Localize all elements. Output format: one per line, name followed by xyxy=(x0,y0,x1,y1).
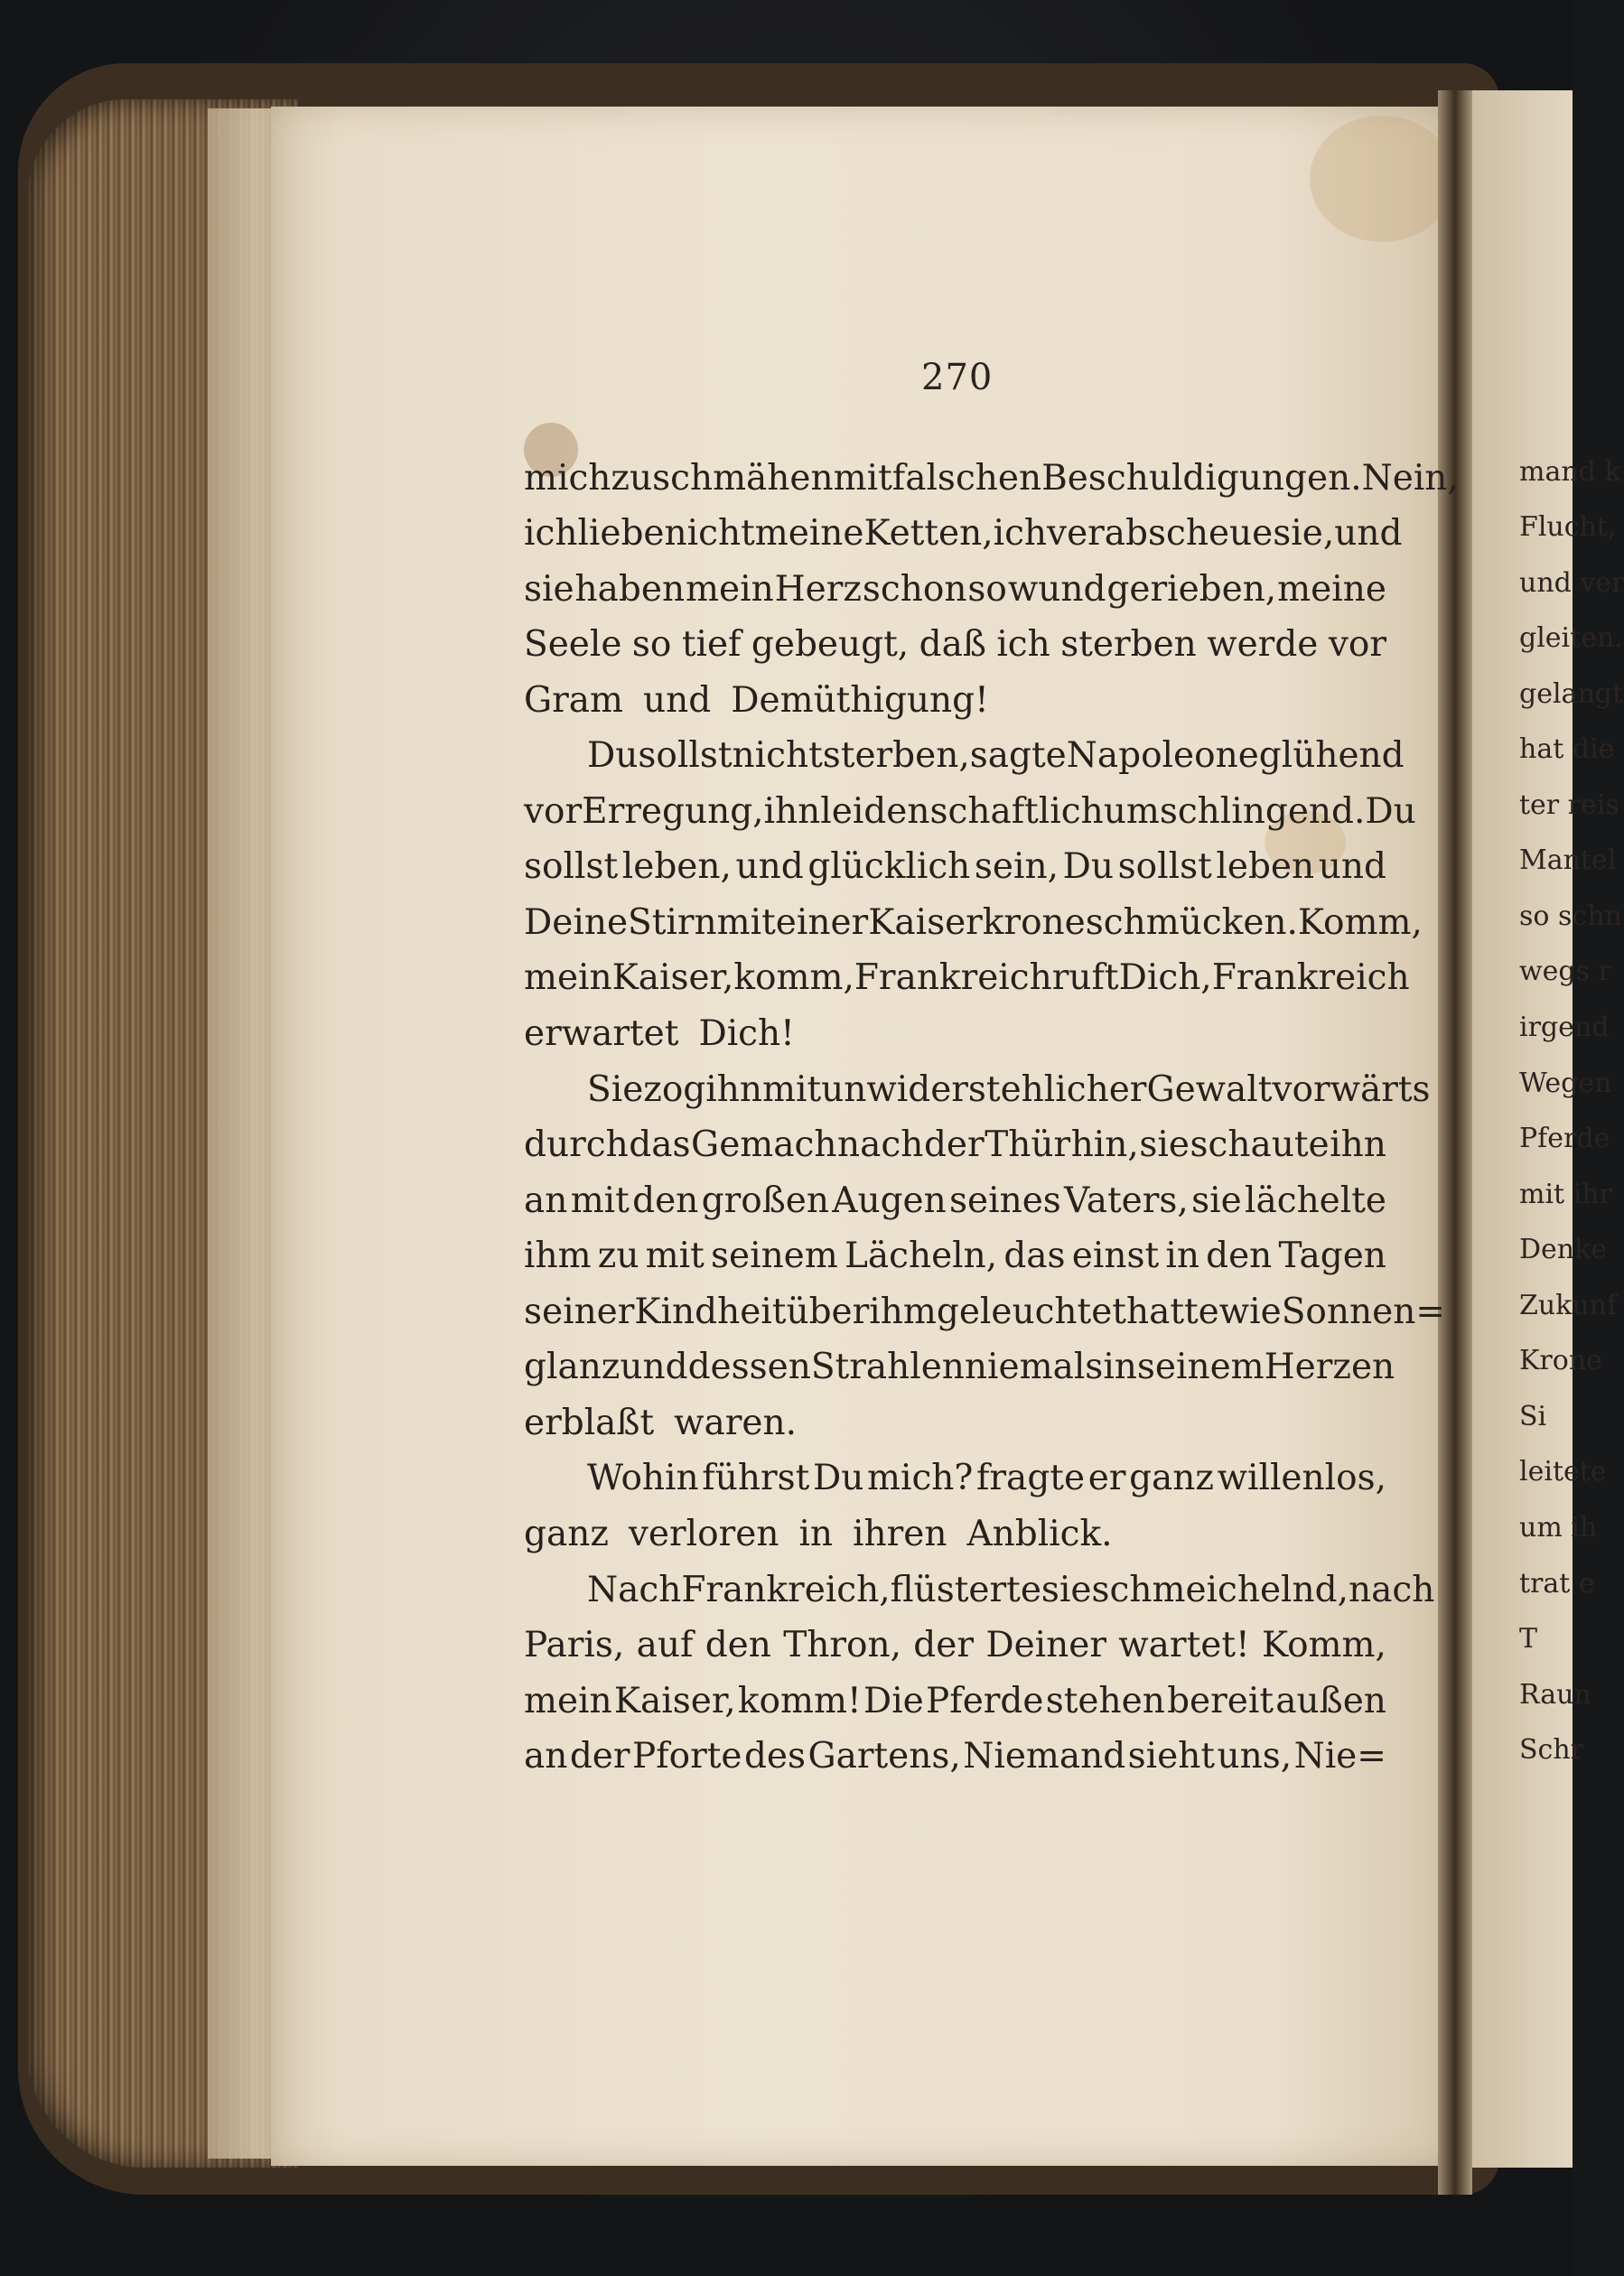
word: sein, xyxy=(974,846,1059,887)
word: sie, xyxy=(1273,513,1335,554)
word: mit xyxy=(645,1236,705,1276)
word: Lächeln, xyxy=(844,1236,998,1276)
word: Sie xyxy=(587,1069,644,1110)
word: Erregung, xyxy=(582,791,764,832)
word: Du xyxy=(812,1458,864,1498)
word: über xyxy=(786,1292,870,1332)
word: sollst xyxy=(1117,846,1212,887)
word: vorwärts xyxy=(1272,1069,1431,1110)
word: so xyxy=(631,624,672,665)
word: Nein, xyxy=(1361,458,1459,499)
word: Augen xyxy=(832,1180,947,1221)
word: gerieben, xyxy=(1106,569,1277,610)
facing-page-line: mit ihr xyxy=(1519,1179,1612,1210)
facing-page-line: so schn xyxy=(1519,900,1622,932)
word: hatte xyxy=(1125,1292,1219,1332)
word: Nach xyxy=(587,1570,682,1610)
word: werde xyxy=(1207,624,1319,665)
word: bereit xyxy=(1167,1681,1274,1721)
word: nach xyxy=(837,1124,924,1165)
word: Sonnen= xyxy=(1281,1292,1446,1332)
word: ihren xyxy=(853,1514,947,1554)
facing-page-line: gleiten. xyxy=(1519,622,1623,654)
word: wartet! xyxy=(1118,1625,1250,1665)
word: mein xyxy=(524,1681,612,1721)
word: einst xyxy=(1071,1236,1160,1276)
word: sollst xyxy=(524,846,619,887)
word: waren. xyxy=(674,1403,798,1443)
facing-page-line: Pferde xyxy=(1519,1123,1610,1154)
word: haben xyxy=(574,569,686,610)
text-line xyxy=(524,1290,1446,1335)
word: mein xyxy=(524,957,612,998)
text-line xyxy=(587,733,1405,779)
word: Deiner xyxy=(985,1625,1106,1665)
word: der xyxy=(923,1124,985,1165)
word: Dich, xyxy=(1118,957,1212,998)
word: Gewalt xyxy=(1146,1069,1273,1110)
word: seiner xyxy=(524,1292,635,1332)
word: Dich! xyxy=(698,1013,795,1054)
text-line xyxy=(524,567,1386,612)
text-line xyxy=(524,1234,1386,1279)
word: Deine xyxy=(524,902,629,943)
word: gebeugt, xyxy=(751,624,910,665)
word: komm, xyxy=(733,957,854,998)
facing-page xyxy=(1472,90,1624,2168)
word: umschlingend. xyxy=(1103,791,1366,832)
text-line xyxy=(524,678,1386,723)
text-line xyxy=(524,622,1386,667)
word: er xyxy=(1087,1458,1126,1498)
word: Gartens, xyxy=(807,1736,961,1777)
word: Du xyxy=(1365,791,1416,832)
facing-page-line: trat e xyxy=(1519,1568,1595,1600)
facing-page-line: irgend xyxy=(1519,1012,1610,1043)
word: Frankreich xyxy=(854,957,1052,998)
word: das xyxy=(1003,1236,1066,1276)
word: leben xyxy=(1216,846,1315,887)
paper-stain xyxy=(1310,116,1454,242)
word: ganz xyxy=(524,1514,609,1554)
word: Tagen xyxy=(1278,1236,1386,1276)
facing-page-line: Zukunf xyxy=(1519,1290,1618,1321)
page-number: 270 xyxy=(921,357,994,398)
word: schon xyxy=(862,569,967,610)
word: Anblick. xyxy=(966,1514,1113,1554)
word: ruft xyxy=(1051,957,1119,998)
word: verloren xyxy=(628,1514,779,1554)
facing-page-line: Wegen xyxy=(1519,1068,1612,1099)
word: lächelte xyxy=(1245,1180,1386,1221)
word: und xyxy=(620,1347,688,1387)
word: das xyxy=(629,1124,691,1165)
word: geleuchtet xyxy=(936,1292,1126,1332)
word: einer xyxy=(775,902,869,943)
word: führst xyxy=(702,1458,810,1498)
facing-page-line: Schr xyxy=(1519,1734,1584,1766)
word: niemals xyxy=(964,1347,1104,1387)
text-line xyxy=(524,956,1410,1001)
text-line xyxy=(524,844,1386,890)
word: glanz xyxy=(524,1347,621,1387)
facing-page-line: Denke xyxy=(1519,1234,1608,1265)
word: stehen xyxy=(1045,1681,1165,1721)
word: schmähen xyxy=(652,458,834,499)
word: Paris, xyxy=(524,1625,625,1665)
word: Ketten, xyxy=(863,513,994,554)
word: erblaßt xyxy=(524,1403,655,1443)
facing-page-line: Krone xyxy=(1519,1345,1602,1376)
word: Beschuldigungen. xyxy=(1041,458,1362,499)
facing-page-line: Raun xyxy=(1519,1679,1591,1711)
facing-page-line: gelangt xyxy=(1519,678,1624,710)
word: Die xyxy=(863,1681,924,1721)
word: den xyxy=(705,1625,771,1665)
word: und xyxy=(1334,513,1403,554)
text-line xyxy=(524,1345,1395,1390)
word: zog xyxy=(643,1069,706,1110)
facing-page-line: Si xyxy=(1519,1401,1547,1432)
word: wie xyxy=(1218,1292,1282,1332)
word: leidenschaftlich xyxy=(820,791,1104,832)
word: liebe xyxy=(577,513,665,554)
word: daß xyxy=(919,624,986,665)
facing-page-line: Mantel xyxy=(1519,844,1617,876)
word: Nie= xyxy=(1293,1736,1386,1777)
word: Gram xyxy=(524,680,624,721)
facing-page-line: leitete xyxy=(1519,1456,1607,1488)
word: uns, xyxy=(1217,1736,1293,1777)
word: leben, xyxy=(621,846,732,887)
word: Komm, xyxy=(1261,1625,1386,1665)
text-line xyxy=(587,1568,1435,1613)
text-line xyxy=(524,456,1459,501)
word: ihm xyxy=(869,1292,937,1332)
word: willenlos, xyxy=(1217,1458,1386,1498)
word: der xyxy=(569,1736,630,1777)
text-line xyxy=(524,1401,1386,1446)
word: an xyxy=(524,1736,568,1777)
word: des xyxy=(743,1736,807,1777)
word: sie xyxy=(1139,1124,1190,1165)
word: Seele xyxy=(524,624,622,665)
word: Herz xyxy=(774,569,862,610)
text-line xyxy=(587,1456,1386,1501)
word: sie xyxy=(1191,1180,1242,1221)
word: Napoleone xyxy=(1066,735,1259,776)
word: ganz xyxy=(1129,1458,1214,1498)
word: Strahlen xyxy=(810,1347,965,1387)
word: Kaiserkrone xyxy=(868,902,1086,943)
word: schaute xyxy=(1190,1124,1330,1165)
word: den xyxy=(632,1180,699,1221)
text-line xyxy=(587,1068,1431,1113)
word: in xyxy=(1165,1236,1199,1276)
word: vor xyxy=(1328,624,1386,665)
word: Stirn xyxy=(628,902,717,943)
word: zu xyxy=(597,1236,639,1276)
word: Kindheit xyxy=(634,1292,787,1332)
word: sagte xyxy=(969,735,1067,776)
word: tief xyxy=(681,624,742,665)
word: seinem xyxy=(1136,1347,1265,1387)
word: ihn xyxy=(763,791,821,832)
word: Komm, xyxy=(1297,902,1423,943)
text-line xyxy=(524,1623,1386,1668)
word: mit xyxy=(716,902,776,943)
word: ihn xyxy=(1330,1124,1386,1165)
word: mich xyxy=(524,458,611,499)
word: mich? xyxy=(867,1458,974,1498)
word: Wohin xyxy=(587,1458,699,1498)
word: mit xyxy=(570,1180,630,1221)
word: Demüthigung! xyxy=(731,680,989,721)
word: unwiderstehlicher xyxy=(821,1069,1147,1110)
word: Thron, xyxy=(783,1625,901,1665)
word: Niemand xyxy=(963,1736,1126,1777)
word: falschen xyxy=(891,458,1042,499)
text-line xyxy=(524,1123,1386,1168)
word: mit xyxy=(833,458,892,499)
word: in xyxy=(1103,1347,1137,1387)
word: Kaiser, xyxy=(613,1681,736,1721)
word: sollst xyxy=(638,735,733,776)
word: Pforte xyxy=(631,1736,742,1777)
book-gutter xyxy=(1438,90,1472,2195)
word: Herzen xyxy=(1264,1347,1395,1387)
word: Pferde xyxy=(926,1681,1044,1721)
word: meine xyxy=(754,513,864,554)
text-line xyxy=(524,1179,1386,1224)
word: Frankreich xyxy=(1211,957,1410,998)
word: sterben, xyxy=(822,735,970,776)
word: Thür xyxy=(985,1124,1071,1165)
word: so xyxy=(967,569,1007,610)
word: glühend xyxy=(1258,735,1405,776)
word: nach xyxy=(1349,1570,1435,1610)
word: nicht xyxy=(664,513,755,554)
word: vor xyxy=(524,791,583,832)
facing-page-line: T xyxy=(1519,1623,1538,1655)
text-line xyxy=(524,1012,1386,1057)
word: nicht xyxy=(732,735,823,776)
word: sie xyxy=(1041,1570,1092,1610)
word: Du xyxy=(587,735,639,776)
word: mit xyxy=(762,1069,822,1110)
word: in xyxy=(798,1514,834,1554)
word: und xyxy=(1318,846,1386,887)
facing-page-line: Flucht, xyxy=(1519,511,1617,543)
text-line xyxy=(524,900,1423,946)
word: verabscheue xyxy=(1047,513,1274,554)
word: hin, xyxy=(1070,1124,1139,1165)
text-line xyxy=(524,789,1416,835)
facing-page-line: ter reis xyxy=(1519,789,1619,821)
word: mein xyxy=(686,569,774,610)
word: an xyxy=(524,1180,568,1221)
word: durch xyxy=(524,1124,629,1165)
word: und xyxy=(643,680,712,721)
word: ich xyxy=(993,513,1048,554)
facing-page-line: hat die xyxy=(1519,733,1615,765)
text-line xyxy=(524,511,1403,556)
word: Kaiser, xyxy=(611,957,734,998)
word: dessen xyxy=(687,1347,811,1387)
word: und xyxy=(735,846,804,887)
word: sie xyxy=(524,569,574,610)
word: seines xyxy=(949,1180,1061,1221)
text-line xyxy=(524,1679,1386,1724)
word: ich xyxy=(524,513,578,554)
word: flüsterte xyxy=(890,1570,1041,1610)
text-line xyxy=(524,1512,1386,1557)
word: Frankreich, xyxy=(681,1570,891,1610)
word: erwartet xyxy=(524,1013,679,1054)
facing-page-line: um ih xyxy=(1519,1512,1598,1544)
word: schmeichelnd, xyxy=(1091,1570,1349,1610)
word: auf xyxy=(636,1625,694,1665)
word: glücklich xyxy=(807,846,971,887)
facing-page-line: mand k xyxy=(1519,456,1621,488)
word: der xyxy=(913,1625,974,1665)
word: komm! xyxy=(737,1681,862,1721)
word: meine xyxy=(1277,569,1386,610)
word: sieht xyxy=(1127,1736,1216,1777)
word: Gemach xyxy=(691,1124,837,1165)
word: sterben xyxy=(1060,624,1197,665)
word: großen xyxy=(701,1180,829,1221)
facing-page-line: und ver xyxy=(1519,567,1624,599)
word: wund xyxy=(1007,569,1106,610)
word: ich xyxy=(996,624,1050,665)
word: außen xyxy=(1275,1681,1386,1721)
word: den xyxy=(1206,1236,1273,1276)
text-line xyxy=(524,1734,1386,1779)
word: ihn xyxy=(705,1069,762,1110)
word: zu xyxy=(611,458,653,499)
facing-page-line: wegs r xyxy=(1519,956,1611,987)
word: fragte xyxy=(975,1458,1086,1498)
word: Vaters, xyxy=(1064,1180,1189,1221)
word: Du xyxy=(1062,846,1115,887)
word: schmücken. xyxy=(1085,902,1298,943)
word: seinem xyxy=(711,1236,838,1276)
word: ihm xyxy=(524,1236,592,1276)
